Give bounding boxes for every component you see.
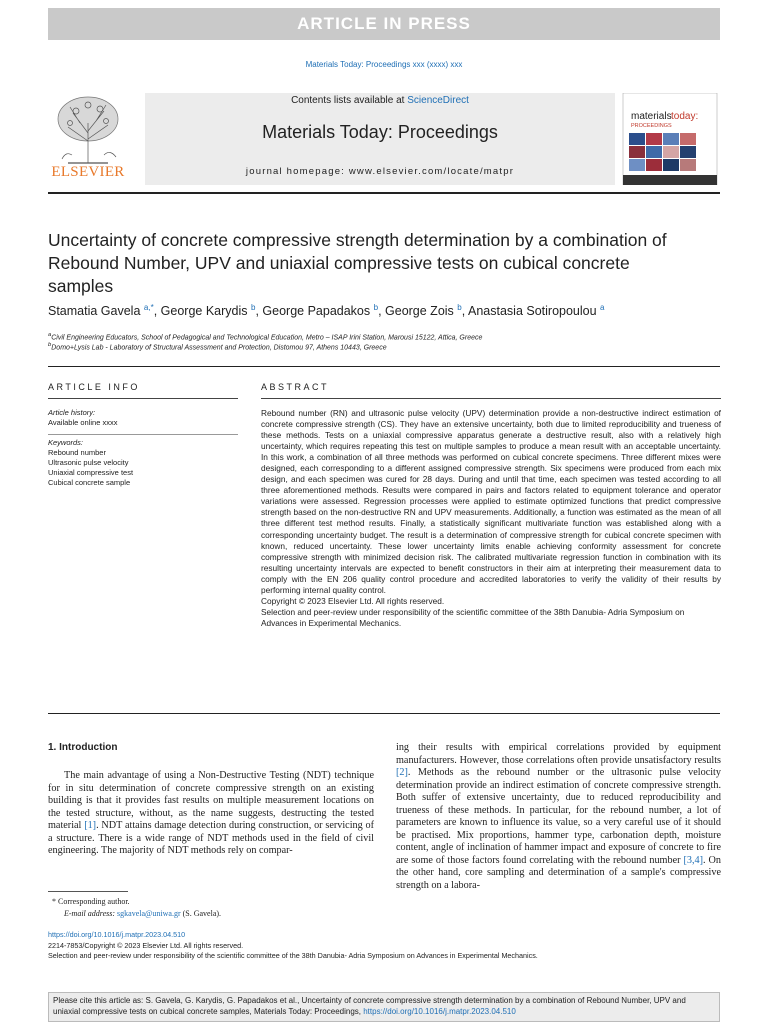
cite-doi-link[interactable]: https://doi.org/10.1016/j.matpr.2023.04.510 bbox=[363, 1007, 516, 1016]
intro-paragraph-1 bbox=[48, 770, 374, 858]
cite-this-article-box bbox=[48, 992, 720, 1022]
author-name: George Karydis bbox=[160, 304, 248, 319]
journal-homepage[interactable]: journal homepage: www.elsevier.com/locate/matpr bbox=[245, 166, 515, 177]
abstract-heading: ABSTRACT bbox=[261, 382, 330, 392]
abstract-rule bbox=[261, 398, 721, 399]
cover-subtitle: PROCEEDINGS bbox=[631, 123, 672, 129]
keyword-item[interactable]: Ultrasonic pulse velocity bbox=[48, 458, 129, 467]
intro-paragraph-2 bbox=[396, 742, 721, 892]
intro-text: . NDT attains damage detection during construction, or servicing of a structure. There is a wide range of NDT methods used in the field of civil engineering. The majority of NDT methods rely on compar- bbox=[48, 820, 375, 856]
cover-title-b: today: bbox=[671, 111, 699, 122]
affiliation-rule bbox=[48, 366, 720, 367]
abstract-bottom-rule bbox=[48, 713, 720, 714]
author-affiliation-marker[interactable]: b bbox=[373, 303, 379, 312]
header-rule bbox=[48, 192, 720, 194]
sciencedirect-link[interactable]: ScienceDirect bbox=[407, 95, 469, 106]
intro-left-column bbox=[48, 770, 374, 858]
history-label: Article history: bbox=[48, 408, 96, 417]
doi-selection-line: Selection and peer-review under responsibility of the scientific committee of the 38th Danubia- Adria Symposium on Advances in Experimental Mechanics. bbox=[48, 951, 538, 960]
article-info-block bbox=[48, 408, 238, 488]
keyword-item[interactable]: Uniaxial compressive test bbox=[48, 468, 134, 477]
author-name: Anastasia Sotiropoulou bbox=[468, 304, 597, 319]
keywords-label: Keywords: bbox=[48, 438, 84, 447]
journal-reference[interactable]: Materials Today: Proceedings xxx (xxxx) xxx bbox=[305, 60, 463, 69]
abstract-body bbox=[261, 408, 721, 629]
keyword-item[interactable]: Rebound number bbox=[48, 448, 106, 457]
intro-text: . Methods as the rebound number or the ultrasonic pulse velocity determination provide an indirect estimation of concrete compressive strength. Both suffer of extensive uncertainty, due to reduced reproducibility and trueness of these methods. In particular, for the rebound number, a lot of parameters are known to influence its value, so a very careful use of it should be practised. Mix proportions, hammer type, carbonation depth, moisture content, angle of inclination of hammer impact and exposure of concrete to fire are some of those factors found correlating with the rebound number bbox=[396, 767, 721, 866]
issn-line: 2214-7853/Copyright © 2023 Elsevier Ltd. All rights reserved. bbox=[48, 940, 244, 950]
journal-cover-image bbox=[621, 93, 719, 185]
abstract-selection: Selection and peer-review under responsibility of the scientific committee of the 38th Danubia- Adria Symposium on Advances in Experimental Mechanics. bbox=[261, 606, 685, 628]
affiliation-b bbox=[48, 342, 387, 351]
citation-link[interactable]: [2] bbox=[396, 767, 408, 778]
footnote-rule bbox=[48, 891, 128, 892]
intro-right-column bbox=[396, 742, 721, 892]
email-label: E-mail address: bbox=[64, 909, 118, 918]
author-name: George Papadakos bbox=[262, 304, 371, 319]
footnote bbox=[52, 896, 372, 920]
journal-title: Materials Today: Proceedings bbox=[262, 122, 498, 142]
abstract-paragraph: Rebound number (RN) and ultrasonic pulse velocity (UPV) determination provide a non-destructive indirect estimation of concrete compressive strength (CS). They have an extensive uncertainty, both due to limited reproducibility and trueness of these methods. Tests on a uniaxial compressive apparatus generate a destructive result, also with a relatively high uncertainty, which requires repeating this test on multiple samples to produce a mean result with an acceptable uncertainty. In this work, a combination of all three methods was performed on cubical concrete specimens. Three different mixes were designed, each corresponding to a different assigned compressive strength. Six specimens were produced from each mix design, and each specimen was cured for 28 days. During and until that time, each specimen was tested according to all three aforementioned methods. Results were compared in pairs and factors related to equipment tolerance and operator variations were assessed. Regression processes were applied to estimate optimized functions that predict compressive strength based on the non-destructive RN and UPV measurements. Additionally, a function was estimated as the mean of all three different test method results. Finally, a statistically significant multivariate function was established along with a corresponding uncertainty budget. The result is a determination of compressive strength for cubical concrete specimen with known, reduced uncertainty. These lower uncertainty limits enable achieving conformity assessment for concrete compressive strength with minimized decision risk. The calibrated multivariate regression function in combination with its resulting uncertainty intervals are expected to benefit constructors in their aim at interpreting their measurement data to comply with the EN 206 quality control procedure and accredited laboratories to verify the validity of their results by performing internal quality control. bbox=[261, 408, 721, 595]
abstract-copyright: Copyright © 2023 Elsevier Ltd. All rights reserved. bbox=[261, 595, 445, 606]
keywords-divider bbox=[48, 434, 238, 435]
affiliation-b-marker: b bbox=[48, 342, 52, 348]
intro-text: The main advantage of using a Non-Destructive Testing (NDT) technique for in situ determination of concrete compressive strength on an existing building is that it provides fast results on multiple measurement locations on the tested structure, without, as the name suggests, destructing the tested material bbox=[48, 770, 374, 831]
author-name: George Zois bbox=[385, 304, 454, 319]
author-affiliation-marker[interactable]: a,* bbox=[143, 303, 154, 312]
affiliation-b-text: Domo+Lysis Lab - Laboratory of Structural Assessment and Protection, Distomou 97, Athens 10443, Greece bbox=[51, 344, 387, 352]
author-affiliation-marker[interactable]: b bbox=[457, 303, 462, 312]
citation-link[interactable]: [1] bbox=[84, 820, 97, 831]
article-in-press-banner: ARTICLE IN PRESS bbox=[48, 8, 720, 40]
author-affiliation-marker[interactable]: b bbox=[251, 303, 256, 312]
affiliation-a-marker: a bbox=[48, 332, 52, 338]
corresponding-author-note: * Corresponding author. bbox=[52, 897, 130, 906]
author-name: Stamatia Gavela bbox=[48, 304, 141, 319]
cover-title-a: materials bbox=[631, 111, 672, 122]
paper-title: Uncertainty of concrete compressive strength determination by a combination of Rebound Number, UPV and uniaxial compressive tests on cubical concrete samples bbox=[48, 230, 667, 296]
affiliation-a bbox=[48, 332, 482, 341]
history-value: Available online xxxx bbox=[48, 418, 118, 427]
email-link[interactable]: sgkavela@uniwa.gr bbox=[117, 909, 181, 918]
contents-line bbox=[145, 95, 615, 106]
intro-text: ing their results with empirical correlations provided by equipment manufacturers. However, those correlations often provide unsatisfactory results bbox=[396, 742, 721, 766]
affiliation-a-text: Civil Engineering Educators, School of Pedagogical and Technological Education, Metro – ISAP Irini Station, Marousi 15122, Attica, Greece bbox=[51, 334, 483, 342]
author-affiliation-marker[interactable]: a bbox=[600, 303, 605, 312]
introduction-heading: 1. Introduction bbox=[48, 742, 118, 753]
email-suffix: (S. Gavela). bbox=[180, 909, 222, 918]
article-info-rule bbox=[48, 398, 238, 399]
author-list: Stamatia Gavela $^{a,*}$, George Karydis $^b$, George Papadakos $^b$, George Zois $^b$, Anastasia Sotiropoulou $^a$ bbox=[48, 303, 605, 319]
doi-block bbox=[48, 930, 720, 962]
citation-link[interactable]: [3,4] bbox=[683, 854, 704, 866]
cite-text: Please cite this article as: S. Gavela, G. Karydis, G. Papadakos et al., Uncertainty of concrete compressive strength determination by a combination of Rebound Number, UPV and uniaxial compressive tests on cubical concrete samples, Materials Today: Proceedings, bbox=[53, 996, 686, 1016]
elsevier-wordmark: ELSEVIER bbox=[51, 164, 125, 180]
contents-prefix: Contents lists available at bbox=[291, 95, 408, 106]
doi-link[interactable]: https://doi.org/10.1016/j.matpr.2023.04.510 bbox=[48, 930, 186, 939]
article-info-heading: ARTICLE INFO bbox=[48, 382, 140, 392]
intro-text: . On the other hand, core sampling and determination of a sample's compressive strength on a labora- bbox=[396, 854, 722, 891]
keyword-item[interactable]: Cubical concrete sample bbox=[48, 478, 131, 487]
